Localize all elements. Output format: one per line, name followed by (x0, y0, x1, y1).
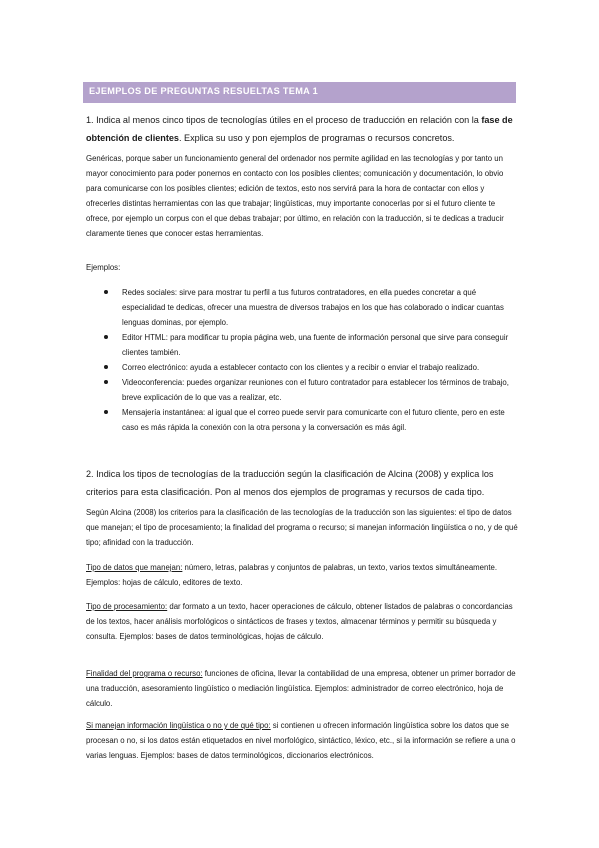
answer-1-paragraph: Genéricas, porque saber un funcionamiento general del ordenador nos permite agilidad en las tecnologías y por tanto un mayor conocimiento para poder ponernos en contacto con los posibles clientes; comunicación y documentación, lo obvio para comunicarse con los posibles clientes; edición de textos, esto nos servirá para la hora de contactar con ellos y ofrecerles distintas herramientas con las que trabajar; lingüísticas, muy importante conocerlas por si el futuro cliente te ofrece, por ejemplo un corpus con el que debas trabajar; por último, en relación con la traducción, si te dedicas a traducir claramente tienes que conocer estas herramientas. (86, 154, 504, 238)
question-1-text-end: . Explica su uso y pon ejemplos de programas o recursos concretos. (178, 133, 455, 143)
document-title: EJEMPLOS DE PREGUNTAS RESUELTAS TEMA 1 (89, 86, 319, 96)
criterion-linguistic-info: Si manejan información lingüística o no y de qué tipo: si contienen u ofrecen información lingüística sobre los datos que se procesan o no, si los datos están etiquetados en nivel morfológico, sintáctico, léxico, etc., si la información se refiere a una o varias lenguas. Ejemplos: bases de datos terminológicos, diccionarios electrónicos. (86, 721, 516, 760)
bullet-icon (104, 410, 108, 414)
bullet-icon (104, 290, 108, 294)
question-1-text: 1. Indica al menos cinco tipos de tecnologías útiles en el proceso de traducción en relación con la (86, 115, 482, 125)
criterion-data-type: Tipo de datos que manejan: número, letras, palabras y conjuntos de palabras, un texto, varios textos simultáneamente. Ejemplos: hojas de cálculo, editores de texto. (86, 563, 498, 587)
answer-2-intro: Según Alcina (2008) los criterios para la clasificación de las tecnologías de la traducción son las siguientes: el tipo de datos que manejan; el tipo de procesamiento; la finalidad del programa o recurso; si manejan información lingüística o no, y de qué tipo; afinidad con la traducción. (86, 508, 518, 547)
bullet-icon (104, 365, 108, 369)
question-1 (86, 111, 518, 147)
list-item: Redes sociales: sirve para mostrar tu perfil a tus futuros contratadores, en ella puedes concretar a qué especialidad te dedicas, ofrecer una muestra de diversos trabajos en los que has colaborado o indicar cuantas lenguas dominas, por ejemplo. (86, 285, 518, 330)
list-item: Editor HTML: para modificar tu propia página web, una fuente de información personal que sirve para conseguir clientes también. (86, 330, 518, 360)
bullet-icon (104, 380, 108, 384)
examples-list (86, 285, 518, 435)
examples-label: Ejemplos: (86, 263, 121, 272)
question-2: 2. Indica los tipos de tecnologías de la traducción según la clasificación de Alcina (2008) y explica los criterios para esta clasificación. Pon al menos dos ejemplos de programas y recursos de cada tipo. (86, 469, 494, 497)
criterion-purpose: Finalidad del programa o recurso: funciones de oficina, llevar la contabilidad de una empresa, obtener un primer borrador de una traducción, asesoramiento lingüístico o mediación lingüística. Ejemplos: administrador de correo electrónico, hoja de cálculo. (86, 669, 516, 708)
bullet-icon (104, 335, 108, 339)
list-item: Mensajería instantánea: al igual que el correo puede servir para comunicarte con el futuro cliente, pero en este caso es más rápida la conexión con la otra persona y la conversación es más ágil. (86, 405, 518, 435)
question-1-bold: fase de obtención de clientes (86, 115, 513, 143)
list-item: Correo electrónico: ayuda a establecer contacto con los clientes y a recibir o enviar el trabajo realizado. (86, 360, 518, 375)
criterion-processing: Tipo de procesamiento: dar formato a un texto, hacer operaciones de cálculo, obtener listados de palabras o concordancias de los textos, hacer análisis morfológicos o sintácticos de frases y textos, almacenar términos y permitir su búsqueda y consulta. Ejemplos: bases de datos terminológicas, hojas de cálculo. (86, 602, 513, 641)
title-banner (83, 82, 516, 103)
list-item: Videoconferencia: puedes organizar reuniones con el futuro contratador para establecer los términos de trabajo, breve explicación de lo que vas a realizar, etc. (86, 375, 518, 405)
